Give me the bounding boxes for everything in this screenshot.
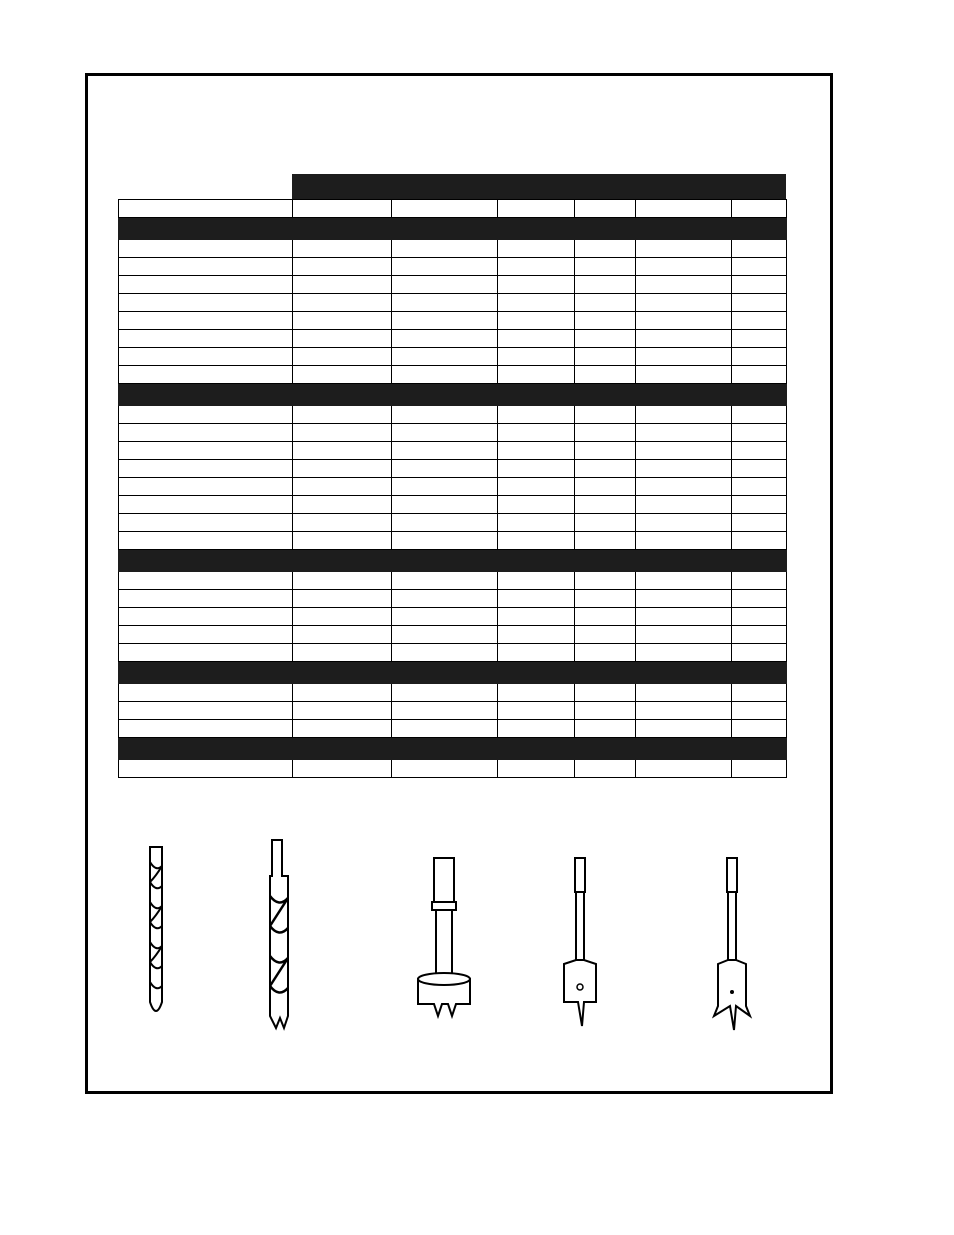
- table-cell: [575, 330, 636, 348]
- brad-point-drill-bit-icon: [260, 836, 300, 1036]
- table-cell: [119, 460, 293, 478]
- table-cell: [392, 200, 498, 218]
- table-cell: [392, 514, 498, 532]
- table-cell: [636, 240, 732, 258]
- table-cell: [575, 644, 636, 662]
- table-cell: [498, 760, 575, 778]
- table-cell: [732, 572, 787, 590]
- table-cell: [293, 240, 392, 258]
- table-cell: [498, 572, 575, 590]
- table-cell: [119, 702, 293, 720]
- table-cell: [636, 424, 732, 442]
- table-cell: [392, 532, 498, 550]
- table-cell: [293, 572, 392, 590]
- table-cell: [119, 590, 293, 608]
- table-cell: [119, 572, 293, 590]
- table-cell: [732, 702, 787, 720]
- table-cell: [636, 276, 732, 294]
- table-cell: [498, 330, 575, 348]
- table-row: [119, 702, 787, 720]
- table-cell: [119, 312, 293, 330]
- table-cell: [119, 218, 787, 240]
- table-cell: [575, 312, 636, 330]
- table-cell: [392, 294, 498, 312]
- spade-bit-icon: [556, 854, 606, 1029]
- section-header-row: [119, 218, 787, 240]
- table-row: [119, 424, 787, 442]
- table-cell: [575, 496, 636, 514]
- table-cell: [392, 258, 498, 276]
- table-cell: [392, 424, 498, 442]
- table-cell: [119, 258, 293, 276]
- table-cell: [293, 496, 392, 514]
- table-cell: [636, 626, 732, 644]
- table-cell: [498, 496, 575, 514]
- table-cell: [392, 442, 498, 460]
- table-cell: [119, 738, 787, 760]
- table-cell: [732, 684, 787, 702]
- table-cell: [119, 478, 293, 496]
- table-cell: [498, 720, 575, 738]
- section-header-row: [119, 738, 787, 760]
- table-cell: [575, 720, 636, 738]
- table-cell: [293, 626, 392, 644]
- table-row: [119, 460, 787, 478]
- table-cell: [119, 240, 293, 258]
- table-cell: [575, 626, 636, 644]
- section-header-row: [119, 550, 787, 572]
- table-row: [119, 720, 787, 738]
- table-cell: [732, 460, 787, 478]
- table-cell: [119, 366, 293, 384]
- table-cell: [636, 460, 732, 478]
- table-cell: [636, 294, 732, 312]
- table-cell: [636, 720, 732, 738]
- table-cell: [732, 258, 787, 276]
- table-cell: [732, 720, 787, 738]
- table-cell: [575, 760, 636, 778]
- table-cell: [498, 312, 575, 330]
- table-cell: [732, 348, 787, 366]
- table-row: [119, 258, 787, 276]
- table-cell: [392, 312, 498, 330]
- table-cell: [119, 424, 293, 442]
- table-cell: [293, 702, 392, 720]
- table-row: [119, 276, 787, 294]
- table-cell: [392, 572, 498, 590]
- table-cell: [575, 200, 636, 218]
- table-cell: [732, 514, 787, 532]
- table-cell: [392, 760, 498, 778]
- table-cell: [392, 348, 498, 366]
- table-cell: [498, 590, 575, 608]
- table-cell: [293, 258, 392, 276]
- table-row: [119, 496, 787, 514]
- table-row: [119, 514, 787, 532]
- table-cell: [636, 608, 732, 626]
- table-cell: [392, 406, 498, 424]
- table-cell: [392, 720, 498, 738]
- table-cell: [293, 590, 392, 608]
- table-cell: [732, 478, 787, 496]
- table-row: [119, 608, 787, 626]
- table-row: [119, 348, 787, 366]
- table-cell: [636, 760, 732, 778]
- table-cell: [392, 496, 498, 514]
- table-cell: [732, 312, 787, 330]
- table-cell: [293, 424, 392, 442]
- table-cell: [636, 684, 732, 702]
- table-cell: [392, 240, 498, 258]
- table-cell: [119, 644, 293, 662]
- table-row: [119, 760, 787, 778]
- table-cell: [392, 644, 498, 662]
- table-cell: [732, 366, 787, 384]
- table-cell: [732, 496, 787, 514]
- table-cell: [732, 760, 787, 778]
- table-cell: [498, 258, 575, 276]
- table-cell: [119, 550, 787, 572]
- table-cell: [575, 258, 636, 276]
- table-cell: [392, 478, 498, 496]
- table-cell: [732, 330, 787, 348]
- table-row: [119, 478, 787, 496]
- table-cell: [119, 684, 293, 702]
- table-cell: [636, 496, 732, 514]
- table-cell: [293, 366, 392, 384]
- table-cell: [636, 442, 732, 460]
- table-cell: [119, 384, 787, 406]
- table-cell: [575, 478, 636, 496]
- table-cell: [119, 720, 293, 738]
- table-cell: [293, 330, 392, 348]
- table-cell: [636, 366, 732, 384]
- table-cell: [636, 200, 732, 218]
- table-cell: [575, 406, 636, 424]
- table-row: [119, 572, 787, 590]
- table-row: [119, 532, 787, 550]
- table-cell: [575, 532, 636, 550]
- table-cell: [293, 348, 392, 366]
- table-cell: [498, 442, 575, 460]
- table-cell: [498, 406, 575, 424]
- table-row: [119, 590, 787, 608]
- table-cell: [392, 276, 498, 294]
- table-cell: [498, 532, 575, 550]
- table-cell: [392, 460, 498, 478]
- table-cell: [119, 294, 293, 312]
- table-cell: [575, 442, 636, 460]
- table-cell: [575, 294, 636, 312]
- table-cell: [498, 276, 575, 294]
- table-cell: [498, 240, 575, 258]
- section-header-row: [119, 384, 787, 406]
- table-cell: [498, 460, 575, 478]
- table-cell: [732, 424, 787, 442]
- table-cell: [636, 644, 732, 662]
- table-cell: [575, 276, 636, 294]
- table-cell: [119, 514, 293, 532]
- column-header-row: [119, 200, 787, 218]
- table-cell: [498, 514, 575, 532]
- table-cell: [293, 406, 392, 424]
- table-row: [119, 330, 787, 348]
- table-cell: [636, 590, 732, 608]
- table-cell: [498, 608, 575, 626]
- table-cell: [119, 496, 293, 514]
- table-cell: [498, 626, 575, 644]
- table-cell: [119, 442, 293, 460]
- table-cell: [293, 460, 392, 478]
- table-cell: [119, 662, 787, 684]
- table-cell: [498, 366, 575, 384]
- drill-chart-table: [118, 199, 787, 778]
- table-row: [119, 294, 787, 312]
- table-cell: [392, 366, 498, 384]
- table-cell: [498, 200, 575, 218]
- table-cell: [636, 514, 732, 532]
- table-cell: [119, 626, 293, 644]
- table-cell: [293, 720, 392, 738]
- table-cell: [392, 626, 498, 644]
- table-cell: [575, 514, 636, 532]
- table-cell: [732, 590, 787, 608]
- table-cell: [575, 240, 636, 258]
- table-cell: [732, 626, 787, 644]
- header-band: [292, 174, 786, 199]
- table-cell: [498, 424, 575, 442]
- table-cell: [575, 702, 636, 720]
- table-cell: [392, 702, 498, 720]
- table-cell: [498, 478, 575, 496]
- table-cell: [636, 572, 732, 590]
- table-cell: [293, 442, 392, 460]
- table-cell: [732, 294, 787, 312]
- table-cell: [575, 460, 636, 478]
- table-cell: [119, 330, 293, 348]
- table-cell: [636, 312, 732, 330]
- forstner-bit-icon: [412, 854, 476, 1029]
- table-cell: [293, 276, 392, 294]
- table-cell: [575, 424, 636, 442]
- table-cell: [498, 644, 575, 662]
- table-cell: [293, 514, 392, 532]
- table-cell: [293, 478, 392, 496]
- table-cell: [732, 240, 787, 258]
- table-cell: [293, 608, 392, 626]
- table-cell: [498, 294, 575, 312]
- table-cell: [119, 608, 293, 626]
- table-cell: [636, 406, 732, 424]
- table-cell: [119, 406, 293, 424]
- table-cell: [119, 760, 293, 778]
- table-cell: [732, 608, 787, 626]
- table-cell: [636, 478, 732, 496]
- table-cell: [119, 276, 293, 294]
- table-row: [119, 684, 787, 702]
- table-row: [119, 406, 787, 424]
- table-cell: [392, 330, 498, 348]
- table-cell: [498, 702, 575, 720]
- table-cell: [575, 684, 636, 702]
- section-header-row: [119, 662, 787, 684]
- table-cell: [498, 348, 575, 366]
- table-cell: [293, 312, 392, 330]
- table-cell: [119, 532, 293, 550]
- table-cell: [119, 348, 293, 366]
- table-cell: [293, 684, 392, 702]
- table-cell: [293, 200, 392, 218]
- table-cell: [392, 590, 498, 608]
- table-row: [119, 312, 787, 330]
- table-cell: [636, 330, 732, 348]
- table-cell: [293, 760, 392, 778]
- table-cell: [575, 572, 636, 590]
- table-cell: [636, 348, 732, 366]
- table-cell: [119, 200, 293, 218]
- table-cell: [732, 406, 787, 424]
- table-cell: [575, 348, 636, 366]
- table-cell: [575, 590, 636, 608]
- table-cell: [392, 608, 498, 626]
- twist-drill-bit-icon: [140, 842, 174, 1022]
- table-cell: [392, 684, 498, 702]
- table-row: [119, 442, 787, 460]
- table-cell: [636, 532, 732, 550]
- table-cell: [732, 644, 787, 662]
- table-cell: [293, 644, 392, 662]
- table-cell: [575, 366, 636, 384]
- table-cell: [498, 684, 575, 702]
- table-cell: [293, 532, 392, 550]
- table-cell: [636, 702, 732, 720]
- spade-bit-pointed-icon: [708, 854, 758, 1034]
- table-cell: [293, 294, 392, 312]
- table-cell: [732, 276, 787, 294]
- table-cell: [732, 442, 787, 460]
- table-cell: [575, 608, 636, 626]
- table-cell: [732, 532, 787, 550]
- table-cell: [636, 258, 732, 276]
- table-cell: [732, 200, 787, 218]
- table-row: [119, 626, 787, 644]
- table-row: [119, 644, 787, 662]
- table-row: [119, 366, 787, 384]
- table-row: [119, 240, 787, 258]
